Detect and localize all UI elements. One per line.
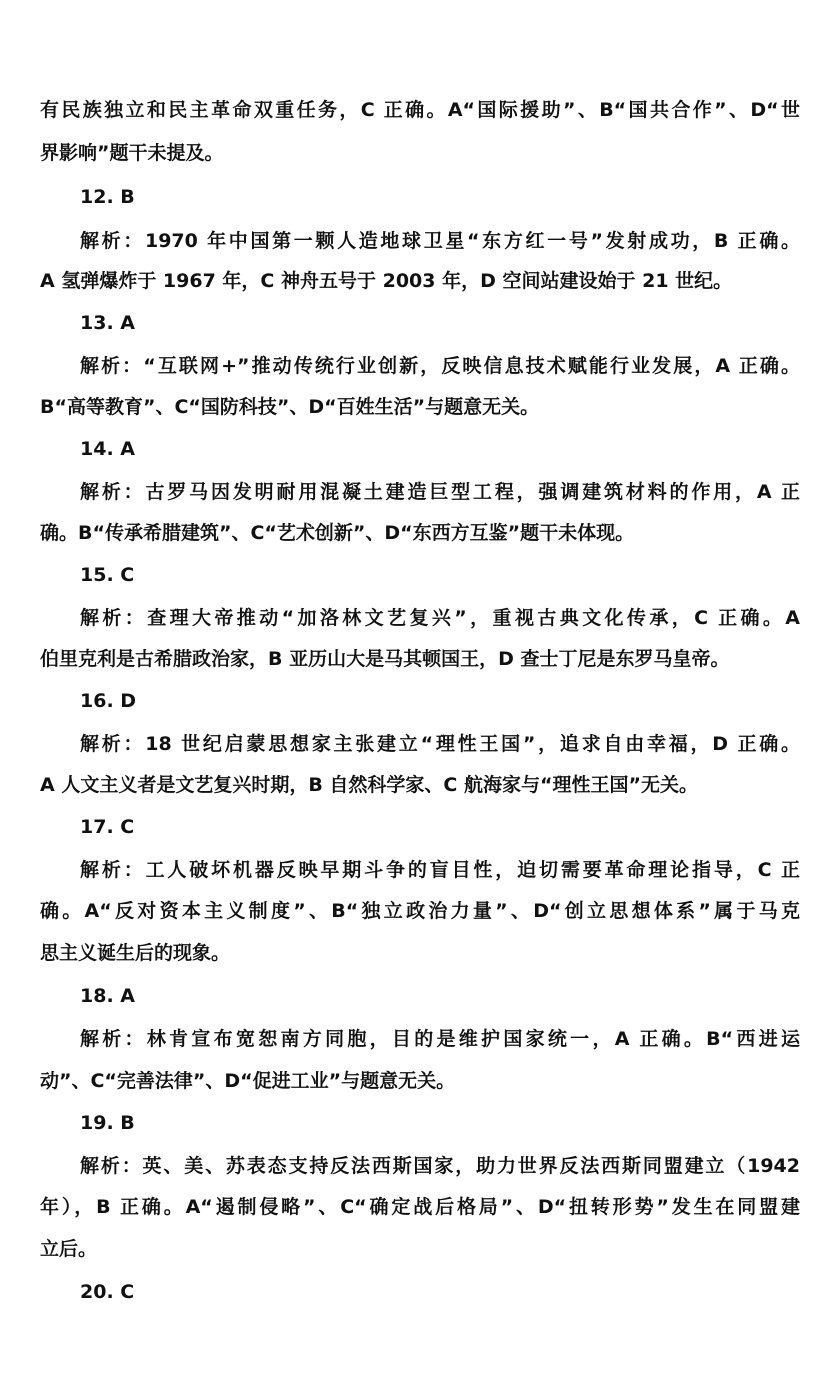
answer-number-19: 19. B: [80, 1112, 135, 1134]
intro-line-2: 界影响”题干未提及。: [40, 142, 224, 164]
explanation-17-line-2: 确。A“反对资本主义制度”、B“独立政治力量”、D“创立思想体系”属于马克: [40, 900, 800, 922]
explanation-14-line-2: 确。B“传承希腊建筑”、C“艺术创新”、D“东西方互鉴”题干未体现。: [40, 522, 635, 544]
answer-number-14: 14. A: [80, 438, 135, 460]
explanation-19-line-1: 解析：英、美、苏表态支持反法西斯国家，助力世界反法西斯同盟建立（1942: [80, 1155, 800, 1177]
explanation-13-line-1: 解析：“互联网+”推动传统行业创新，反映信息技术赋能行业发展，A 正确。: [80, 355, 800, 377]
answer-number-16: 16. D: [80, 690, 137, 712]
explanation-14-line-1: 解析：古罗马因发明耐用混凝土建造巨型工程，强调建筑材料的作用，A 正: [80, 481, 800, 503]
explanation-19-line-3: 立后。: [40, 1238, 98, 1260]
explanation-17-line-3: 思主义诞生后的现象。: [40, 942, 231, 964]
explanation-12-line-2: A 氢弹爆炸于 1967 年，C 神舟五号于 2003 年，D 空间站建设始于 21 世纪。: [40, 270, 733, 292]
answer-number-17: 17. C: [80, 816, 135, 838]
answer-number-15: 15. C: [80, 564, 135, 586]
answer-number-20: 20. C: [80, 1281, 135, 1303]
explanation-17-line-1: 解析：工人破坏机器反映早期斗争的盲目性，迫切需要革命理论指导，C 正: [80, 859, 800, 881]
explanation-13-line-2: B“高等教育”、C“国防科技”、D“百姓生活”与题意无关。: [40, 396, 540, 418]
explanation-15-line-2: 伯里克利是古希腊政治家，B 亚历山大是马其顿国王，D 查士丁尼是东罗马皇帝。: [40, 648, 730, 670]
explanation-18-line-2: 动”、C“完善法律”、D“促进工业”与题意无关。: [40, 1070, 456, 1092]
explanation-16-line-1: 解析：18 世纪启蒙思想家主张建立“理性王国”，追求自由幸福，D 正确。: [80, 733, 800, 755]
explanation-18-line-1: 解析：林肯宣布宽恕南方同胞，目的是维护国家统一，A 正确。B“西进运: [80, 1028, 800, 1050]
explanation-15-line-1: 解析：查理大帝推动“加洛林文艺复兴”，重视古典文化传承，C 正确。A: [80, 607, 800, 629]
explanation-16-line-2: A 人文主义者是文艺复兴时期，B 自然科学家、C 航海家与“理性王国”无关。: [40, 774, 698, 796]
intro-line-1: 有民族独立和民主革命双重任务，C 正确。A“国际援助”、B“国共合作”、D“世: [40, 99, 800, 121]
answer-number-12: 12. B: [80, 186, 135, 208]
answer-number-13: 13. A: [80, 312, 135, 334]
explanation-12-line-1: 解析：1970 年中国第一颗人造地球卫星“东方红一号”发射成功，B 正确。: [80, 230, 800, 252]
answer-number-18: 18. A: [80, 985, 135, 1007]
explanation-19-line-2: 年），B 正确。A“遏制侵略”、C“确定战后格局”、D“扭转形势”发生在同盟建: [40, 1196, 800, 1218]
